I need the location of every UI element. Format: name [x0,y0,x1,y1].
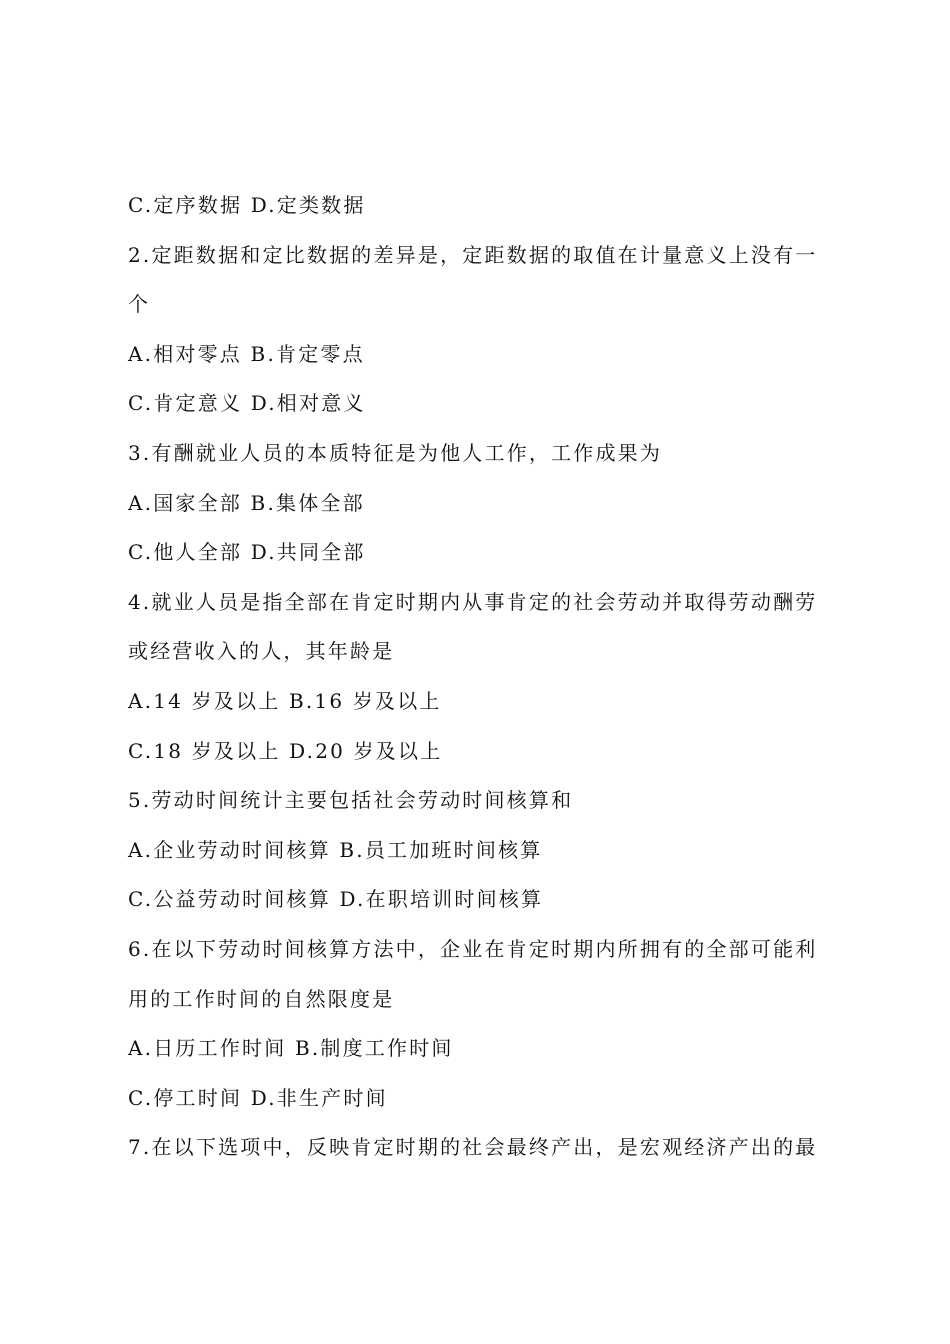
option-line: C.公益劳动时间核算 D.在职培训时间核算 [128,887,544,912]
question-line: 4.就业人员是指全部在肯定时期内从事肯定的社会劳动并取得劳动酬劳 [128,589,818,614]
option-line: C.停工时间 D.非生产时间 [128,1085,388,1110]
document-body [128,189,840,1181]
question-line: 5.劳动时间统计主要包括社会劳动时间核算和 [128,788,574,813]
question-line: 7.在以下选项中，反映肯定时期的社会最终产出，是宏观经济产出的最 [128,1135,818,1160]
question-line: 3.有酬就业人员的本质特征是为他人工作，工作成果为 [128,440,663,465]
option-line: A.企业劳动时间核算 B.员工加班时间核算 [128,837,543,862]
question-line: 2.定距数据和定比数据的差异是，定距数据的取值在计量意义上没有一 [128,242,818,267]
option-line: C.定序数据 D.定类数据 [128,193,366,217]
option-line: C.18 岁及以上 D.20 岁及以上 [128,738,443,763]
question-line-continued: 用的工作时间的自然限度是 [128,986,395,1011]
question-line-continued: 或经营收入的人，其年龄是 [128,639,395,664]
option-line: C.他人全部 D.共同全部 [128,540,366,565]
option-line: A.相对零点 B.肯定零点 [128,341,365,366]
question-line-continued: 个 [128,292,151,317]
option-line: A.日历工作时间 B.制度工作时间 [128,1036,454,1061]
option-line: A.国家全部 B.集体全部 [128,490,365,515]
option-line: A.14 岁及以上 B.16 岁及以上 [128,688,442,713]
option-line: C.肯定意义 D.相对意义 [128,391,366,416]
question-line: 6.在以下劳动时间核算方法中，企业在肯定时期内所拥有的全部可能利 [128,936,818,961]
